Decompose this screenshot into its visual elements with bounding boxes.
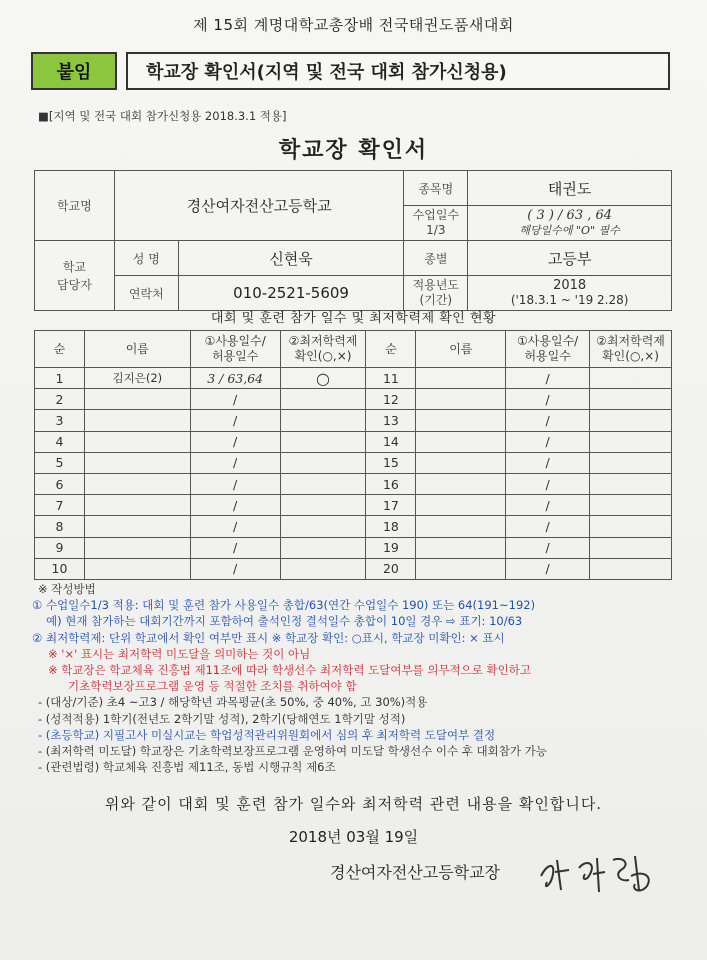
event-value: 태권도 xyxy=(468,171,672,206)
instruction-4a: ※ 학교장은 학교체육 진흥법 제11조에 따라 학생선수 최저학력 도달여부를 의무적으로 확인하고 xyxy=(48,663,531,678)
participant-name: 김지은(2) xyxy=(84,368,190,389)
participant-name xyxy=(416,368,506,389)
row-number: 8 xyxy=(35,516,85,537)
row-number: 9 xyxy=(35,537,85,558)
participant-check xyxy=(280,410,366,431)
roster-section-title: 대회 및 훈련 참가 일수 및 최저학력제 확인 현황 xyxy=(210,311,497,326)
detail-2: - (성적적용) 1학기(전년도 2학기말 성적), 2학기(당해연도 1학기말 성적) xyxy=(38,711,406,726)
days-slash: / xyxy=(190,473,280,494)
attachment-tag: 붙임 xyxy=(31,52,117,90)
instruction-4b: 기초학력보장프로그램 운영 등 적절한 조치를 취하여야 함 xyxy=(68,679,357,694)
table-row xyxy=(35,473,672,494)
participant-check xyxy=(280,537,366,558)
days-slash: / xyxy=(506,410,590,431)
manager-label xyxy=(35,241,115,311)
col-min xyxy=(280,331,366,368)
col-min-2-line2: 확인(○,×) xyxy=(602,349,659,363)
participant-check xyxy=(280,473,366,494)
col-name: 이름 xyxy=(84,331,190,368)
participant-check xyxy=(280,431,366,452)
col-min-2-line1: ②최저학력제 xyxy=(596,334,665,348)
days-label-line1: 수업일수 xyxy=(412,208,460,222)
days-slash: / xyxy=(506,537,590,558)
event-label: 종목명 xyxy=(404,171,468,206)
row-number: 13 xyxy=(366,410,416,431)
table-row xyxy=(35,389,672,410)
table-row xyxy=(35,558,672,579)
days-slash: / xyxy=(506,431,590,452)
participant-check xyxy=(590,537,672,558)
days-label-line2: 1/3 xyxy=(426,223,446,237)
category-value: 고등부 xyxy=(468,241,672,276)
table-row xyxy=(35,516,672,537)
row-number: 17 xyxy=(366,495,416,516)
contact-label: 연락처 xyxy=(114,276,178,311)
row-number: 7 xyxy=(35,495,85,516)
row-number: 12 xyxy=(366,389,416,410)
row-number: 11 xyxy=(366,368,416,389)
days-slash: / xyxy=(190,516,280,537)
detail-3: - (초등학교) 지필고사 미실시교는 학업성적관리위원회에서 심의 후 최저학력 도달여부 결정 xyxy=(38,727,496,742)
days-slash: / xyxy=(190,431,280,452)
col-days-2 xyxy=(506,331,590,368)
table-row xyxy=(35,452,672,473)
roster-header-row xyxy=(35,331,672,368)
manager-label-line2: 담당자 xyxy=(57,277,92,292)
days-slash: / xyxy=(190,558,280,579)
instruction-1a: ① 수업일수1/3 적용: 대회 및 훈련 참가 사용일수 총합/63(연간 수업일수 190) 또는 64(191~192) xyxy=(32,598,536,613)
participant-check xyxy=(590,452,672,473)
col-name-2: 이름 xyxy=(416,331,506,368)
participant-check xyxy=(280,516,366,537)
school-info-table xyxy=(34,170,672,311)
participant-check xyxy=(590,516,672,537)
col-no: 순 xyxy=(35,331,85,368)
participant-check xyxy=(590,368,672,389)
year-value: 2018 xyxy=(553,278,587,293)
days-slash: / xyxy=(190,410,280,431)
participant-name xyxy=(416,473,506,494)
year-label-line1: 적용년도 xyxy=(412,278,460,292)
row-number: 15 xyxy=(366,452,416,473)
col-days-line1: ①사용일수/ xyxy=(204,334,266,348)
participant-name xyxy=(416,389,506,410)
days-label xyxy=(404,206,468,241)
participant-check xyxy=(590,495,672,516)
participant-name xyxy=(84,431,190,452)
principal-signature xyxy=(535,846,665,898)
days-note: 해당일수에 "O" 필수 xyxy=(519,224,620,237)
table-row xyxy=(35,410,672,431)
days-slash: / xyxy=(190,495,280,516)
row-number: 2 xyxy=(35,389,85,410)
name-label: 성 명 xyxy=(114,241,178,276)
application-note: ■[지역 및 전국 대회 참가신청용 2018.3.1 적용] xyxy=(38,109,287,123)
participant-check xyxy=(590,431,672,452)
days-slash: / xyxy=(190,452,280,473)
participant-check xyxy=(590,410,672,431)
participant-check xyxy=(280,452,366,473)
category-label: 종별 xyxy=(404,241,468,276)
document-header: 학교장 확인서(지역 및 전국 대회 참가신청용) xyxy=(126,52,670,90)
detail-4: - (최저학력 미도달) 학교장은 기초학력보장프로그램 운영하여 미도달 학생선수 이수 후 대회참가 가능 xyxy=(38,744,547,759)
table-row xyxy=(35,431,672,452)
detail-5: - (관련법령) 학교체육 진흥법 제11조, 동법 시행규칙 제6조 xyxy=(38,760,336,775)
days-slash: / xyxy=(190,537,280,558)
row-number: 10 xyxy=(35,558,85,579)
participant-name xyxy=(84,558,190,579)
days-value: ( 3 ) / 63 , 64 xyxy=(527,208,613,223)
row-number: 1 xyxy=(35,368,85,389)
instructions xyxy=(32,581,682,775)
instructions-heading: ※ 작성방법 xyxy=(38,582,96,596)
participant-name xyxy=(416,537,506,558)
col-days-2-line1: ①사용일수/ xyxy=(517,334,579,348)
row-number: 5 xyxy=(35,452,85,473)
days-slash: / xyxy=(506,389,590,410)
col-min-line2: 확인(○,×) xyxy=(294,349,352,363)
participant-name xyxy=(84,473,190,494)
participant-name xyxy=(416,410,506,431)
col-days xyxy=(190,331,280,368)
year-label-line2: (기간) xyxy=(419,293,453,307)
instruction-2: ② 최저학력제: 단위 학교에서 확인 여부만 표시 ※ 학교장 확인: ○표시, 학교장 미확인: × 표시 xyxy=(32,630,505,645)
participant-check xyxy=(280,389,366,410)
participant-check xyxy=(590,558,672,579)
days-slash: / xyxy=(506,558,590,579)
manager-label-line1: 학교 xyxy=(62,259,87,274)
row-number: 6 xyxy=(35,473,85,494)
participant-check xyxy=(590,473,672,494)
days-slash: / xyxy=(506,473,590,494)
row-number: 16 xyxy=(366,473,416,494)
col-min-line1: ②최저학력제 xyxy=(288,334,358,348)
col-days-line2: 허용일수 xyxy=(211,349,259,363)
year-label xyxy=(404,276,468,311)
participant-roster-table xyxy=(34,330,672,580)
participant-check: ○ xyxy=(280,368,366,389)
row-number: 19 xyxy=(366,537,416,558)
days-value-cell xyxy=(468,206,672,241)
participant-name xyxy=(84,537,190,558)
participant-check xyxy=(590,389,672,410)
contact-value: 010-2521-5609 xyxy=(178,276,404,311)
detail-1: - (대상/기준) 초4 ~고3 / 해당학년 과목평균(초 50%, 중 40%, 고 30%)적용 xyxy=(38,695,428,710)
participant-name xyxy=(84,495,190,516)
table-row xyxy=(35,537,672,558)
days-slash: / xyxy=(506,495,590,516)
participant-name xyxy=(416,558,506,579)
table-row xyxy=(35,368,672,389)
participant-name xyxy=(416,452,506,473)
days-slash: / xyxy=(190,389,280,410)
col-min-2 xyxy=(590,331,672,368)
year-value-cell xyxy=(468,276,672,311)
participant-name xyxy=(416,495,506,516)
row-number: 18 xyxy=(366,516,416,537)
school-label: 학교명 xyxy=(35,171,115,241)
participant-check xyxy=(280,558,366,579)
participant-name xyxy=(84,410,190,431)
row-number: 3 xyxy=(35,410,85,431)
school-value: 경산여자전산고등학교 xyxy=(114,171,404,241)
participant-days: 3 / 63,64 xyxy=(190,368,280,389)
principal-title: 경산여자전산고등학교장 xyxy=(330,863,501,882)
days-slash: / xyxy=(506,516,590,537)
participant-check xyxy=(280,495,366,516)
document-date: 2018년 03월 19일 xyxy=(288,828,419,846)
table-row xyxy=(35,495,672,516)
manager-name: 신현욱 xyxy=(178,241,404,276)
row-number: 4 xyxy=(35,431,85,452)
days-slash: / xyxy=(506,368,590,389)
competition-title: 제 15회 계명대학교총장배 전국태권도품새대회 xyxy=(193,16,514,34)
col-no-2: 순 xyxy=(366,331,416,368)
row-number: 14 xyxy=(366,431,416,452)
confirmation-statement: 위와 같이 대회 및 훈련 참가 일수와 최저학력 관련 내용을 확인합니다. xyxy=(104,795,603,813)
col-days-2-line2: 허용일수 xyxy=(524,349,571,363)
row-number: 20 xyxy=(366,558,416,579)
participant-name xyxy=(84,389,190,410)
year-range: ('18.3.1 ~ '19 2.28) xyxy=(510,293,629,307)
participant-name xyxy=(416,516,506,537)
participant-name xyxy=(84,452,190,473)
participant-name xyxy=(416,431,506,452)
instruction-1b: 예) 현재 참가하는 대회기간까지 포함하여 출석인정 결석일수 총합이 10일 경우 ⇨ 표기: 10/63 xyxy=(46,614,523,629)
form-title: 학교장 확인서 xyxy=(278,138,429,163)
instruction-3: ※ '×' 표시는 최저학력 미도달을 의미하는 것이 아님 xyxy=(48,646,311,661)
participant-name xyxy=(84,516,190,537)
days-slash: / xyxy=(506,452,590,473)
